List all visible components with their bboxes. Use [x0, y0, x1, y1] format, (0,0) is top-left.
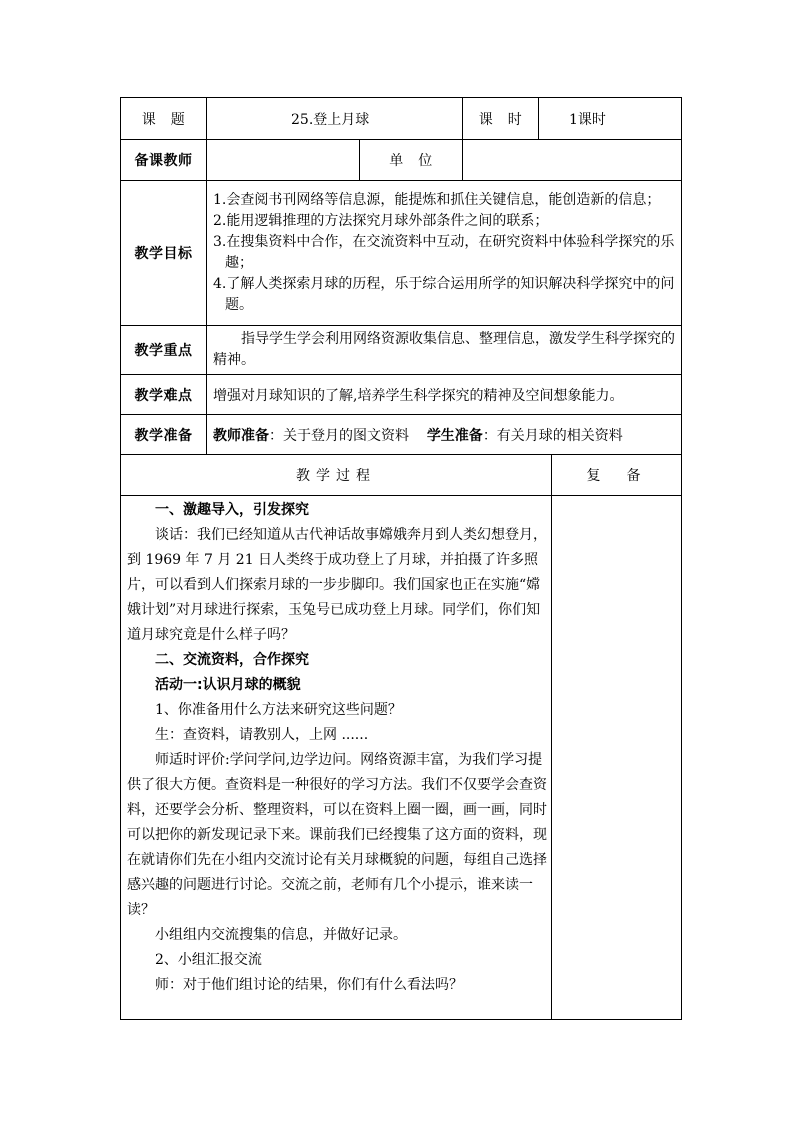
section-heading: 二、交流资料，合作探究: [155, 652, 309, 668]
unit-label: 单 位: [360, 140, 463, 181]
goals-list: [207, 181, 682, 326]
teacher-value: [207, 140, 360, 181]
period-value: 1课时: [539, 98, 682, 140]
paragraph: 1、你准备用什么方法来研究这些问题？: [155, 702, 402, 718]
process-header: 教学过程: [121, 455, 552, 496]
teacher-label: 备课教师: [121, 140, 207, 181]
lesson-plan-table: [120, 97, 682, 1020]
activity-heading: 活动一:认识月球的概貌: [155, 677, 301, 693]
process-header-row: [121, 455, 682, 496]
difficulty-text: 增强对月球知识的了解,培养学生科学探究的精神及空间想象能力。: [207, 375, 682, 415]
process-body: [121, 496, 552, 1020]
student-prep-text: ：有关月球的相关资料: [482, 427, 623, 444]
difficulty-row: [121, 375, 682, 415]
process-row: [121, 496, 682, 1020]
section-heading: 一、激趣导入，引发探究: [155, 502, 309, 518]
key-point-row: [121, 326, 682, 375]
student-prep-label: 学生准备: [426, 427, 483, 444]
key-point-text: 指导学生学会利用网络资源收集信息、整理信息，激发学生科学探究的精神。: [207, 326, 682, 375]
topic-value: 25.登上月球: [207, 98, 463, 140]
teacher-row: [121, 140, 682, 181]
paragraph: 2、小组汇报交流: [155, 952, 262, 968]
goals-row: [121, 181, 682, 326]
teacher-prep-label: 教师准备: [213, 427, 269, 444]
topic-label: 课 题: [121, 98, 207, 140]
review-body: [552, 496, 682, 1020]
paragraph: 谈话：我们已经知道从古代神话故事嫦娥奔月到人类幻想登月，到 1969 年 7 月 21 日人类终于成功登上了月球，并拍摄了许多照片，可以看到人们探索月球的一步步脚印。我们国家也正在实施“嫦娥计划”对月球进行探索，玉兔号已成功登上月球。同学们，你们知道月球究竟是什么样子吗？: [127, 527, 547, 643]
paragraph: 师：对于他们组讨论的结果，你们有什么看法吗？: [155, 977, 463, 993]
goal-item: 3.在搜集资料中合作，在交流资料中互动，在研究资料中体验科学探究的乐趣；: [213, 233, 675, 271]
review-header: 复 备: [552, 455, 682, 496]
paragraph: 小组组内交流搜集的信息，并做好记录。: [155, 927, 407, 943]
goal-item: 2.能用逻辑推理的方法探究月球外部条件之间的联系；: [213, 212, 549, 229]
paragraph: 师适时评价:学问学问,边学边问。网络资源丰富，为我们学习提供了很大方便。查资料是一种很好的学习方法。我们不仅要学会查资料，还要学会分析、整理资料，可以在资料上圈一圈，画一画，同时可以把你的新发现记录下来。课前我们已经搜集了这方面的资料，现在就请你们先在小组内交流讨论有关月球概貌的问题，每组自己选择感兴趣的问题进行讨论。交流之前，老师有几个小提示，谁来读一读？: [127, 752, 547, 918]
preparation-text: [207, 415, 682, 455]
preparation-label: 教学准备: [121, 415, 207, 455]
paragraph: 生：查资料，请教别人，上网 ......: [155, 727, 369, 743]
preparation-row: [121, 415, 682, 455]
teacher-prep-text: ：关于登月的图文资料: [269, 427, 409, 444]
unit-value: [463, 140, 682, 181]
goals-label: 教学目标: [121, 181, 207, 326]
period-label: 课 时: [463, 98, 539, 140]
goal-item: 4.了解人类探索月球的历程，乐于综合运用所学的知识解决科学探究中的问题。: [213, 275, 675, 313]
difficulty-label: 教学难点: [121, 375, 207, 415]
goal-item: 1.会查阅书刊网络等信息源，能提炼和抓住关键信息，能创造新的信息；: [213, 191, 661, 208]
topic-row: [121, 98, 682, 140]
key-point-label: 教学重点: [121, 326, 207, 375]
